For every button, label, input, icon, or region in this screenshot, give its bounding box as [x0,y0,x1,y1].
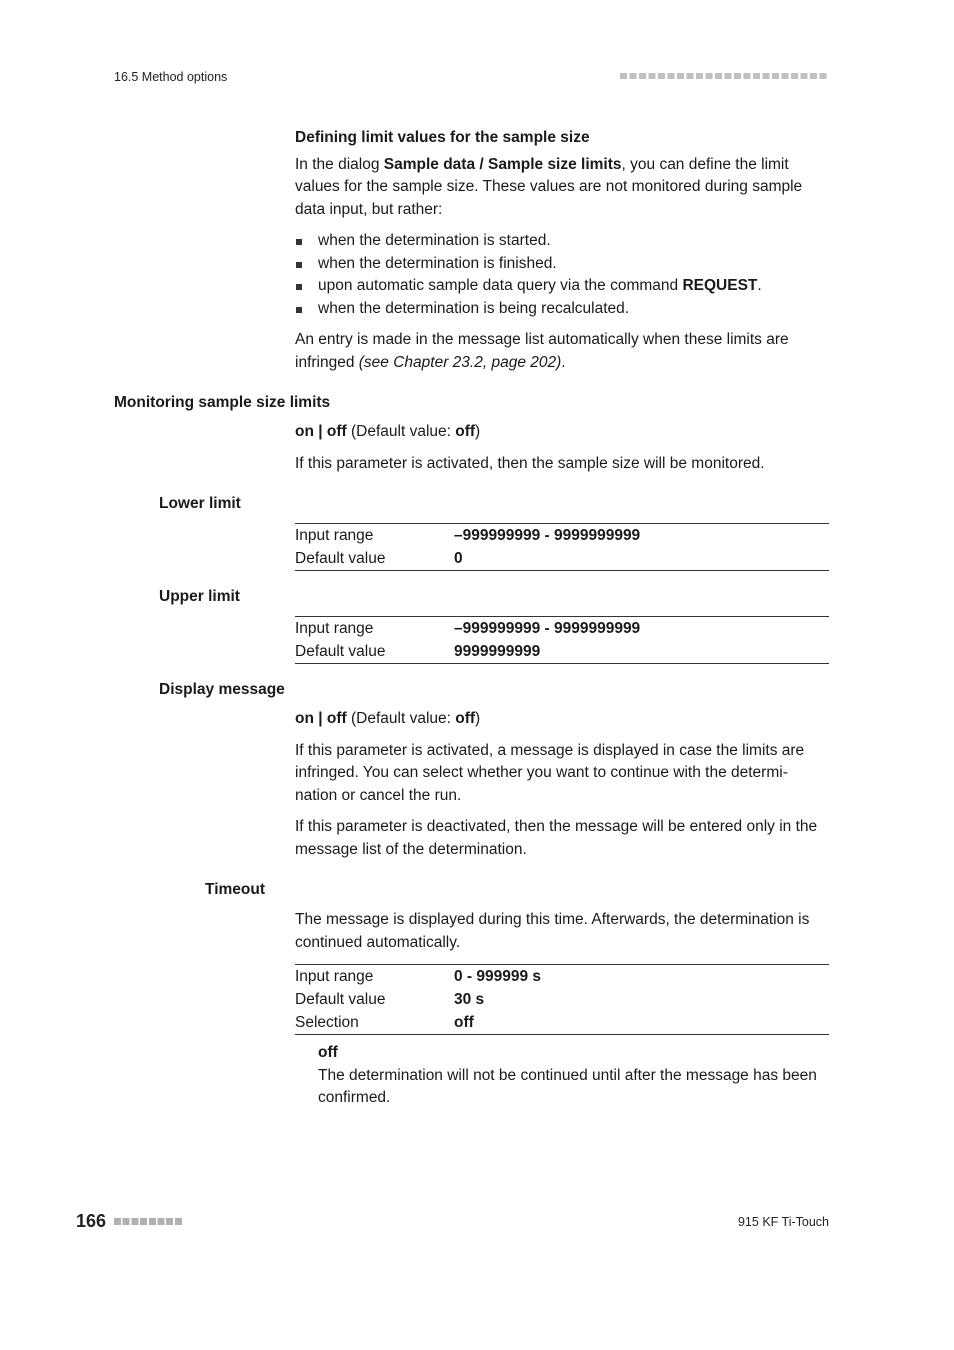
monitoring-description: If this parameter is activated, then the sample size will be monitored. [295,454,765,472]
default-close: ) [475,710,481,727]
page-number: 166 [76,1211,107,1231]
option-separator: | [313,423,327,440]
message-list-paragraph [295,329,829,374]
list-item: when the determination is started. [295,230,829,253]
dialog-name: Sample data / Sample size limits [383,155,622,173]
list-item: when the determination is being recalculated. [295,298,829,321]
param-key: Default value [295,643,386,660]
table-row [295,524,829,548]
upper-limit-heading: Upper limit [159,588,240,605]
product-name: 915 KF Ti-Touch [737,1215,829,1229]
table-row [295,547,829,571]
monitoring-heading: Monitoring sample size limits [114,394,331,411]
off-option-description: The determination will not be continued until after the message has been confirmed. [318,1066,817,1106]
header-dot-rule [620,73,829,79]
param-key: Default value [295,550,386,567]
table-row [295,1011,829,1035]
limits-intro [295,127,829,374]
display-message-body [295,708,829,861]
list-item: when the determination is finished. [295,253,829,276]
default-value: off [455,710,476,727]
param-value: –999999999 - 9999999999 [454,620,641,637]
list-item-end: . [757,277,762,294]
timeout-description: The message is displayed during this time. Afterwards, the determination is continued automatically. [295,911,810,951]
option-off: off [326,423,347,440]
upper-limit-table [295,616,829,664]
param-value: –999999999 - 9999999999 [454,527,641,544]
default-value: off [455,423,476,440]
footer-dot-rule [114,1218,182,1225]
display-message-activated: If this parameter is activated, a message is displayed in case the limits are infringed. You can select whether you want to continue with the determi-nation or cancel the run. [295,741,805,804]
display-message-deactivated: If this parameter is deactivated, then the message will be entered only in the message list of the determination. [295,818,818,858]
table-row [295,640,829,664]
param-key: Input range [295,968,374,985]
off-option-title: off [318,1044,338,1061]
list-item-text: upon automatic sample data query via the command [318,277,683,294]
param-key: Input range [295,620,374,637]
monitoring-body [295,421,829,475]
intro-text-a: In the dialog [295,155,384,173]
param-value: 30 s [454,991,485,1008]
message-list-end: . [561,353,566,371]
intro-paragraph [295,154,829,222]
monitoring-options [295,421,829,444]
display-message-heading: Display message [159,681,285,698]
bullet-list [295,230,829,320]
default-close: ) [475,423,481,440]
intro-text-c: , you can define the limit values for the sample size. These values are not monitored during sample data input, but rather: [295,155,803,218]
param-value: 0 [454,550,463,567]
param-value: 0 - 999999 s [454,968,542,985]
param-value: 9999999999 [454,643,541,660]
param-key: Input range [295,527,374,544]
table-row [295,617,829,641]
default-label: (Default value: [346,710,456,727]
option-on: on [295,423,314,440]
param-value: off [454,1014,474,1031]
off-option-block [318,1042,829,1110]
param-key: Selection [295,1014,359,1031]
display-message-options [295,708,829,731]
list-item [295,275,829,298]
timeout-table [295,964,829,1035]
message-list-text: An entry is made in the message list automatically when these limits are infringed [295,331,789,371]
chapter-reference: (see Chapter 23.2, page 202) [358,353,562,371]
param-key: Default value [295,991,386,1008]
section-title: Defining limit values for the sample size [295,129,590,146]
running-header-section: 16.5 Method options [114,70,228,84]
lower-limit-heading: Lower limit [159,495,241,512]
option-off: off [326,710,347,727]
option-separator: | [313,710,327,727]
table-row [295,988,829,1011]
lower-limit-table [295,523,829,571]
option-on: on [295,710,314,727]
timeout-heading: Timeout [205,881,265,898]
table-row [295,965,829,989]
default-label: (Default value: [346,423,456,440]
command-name: REQUEST [682,277,758,294]
